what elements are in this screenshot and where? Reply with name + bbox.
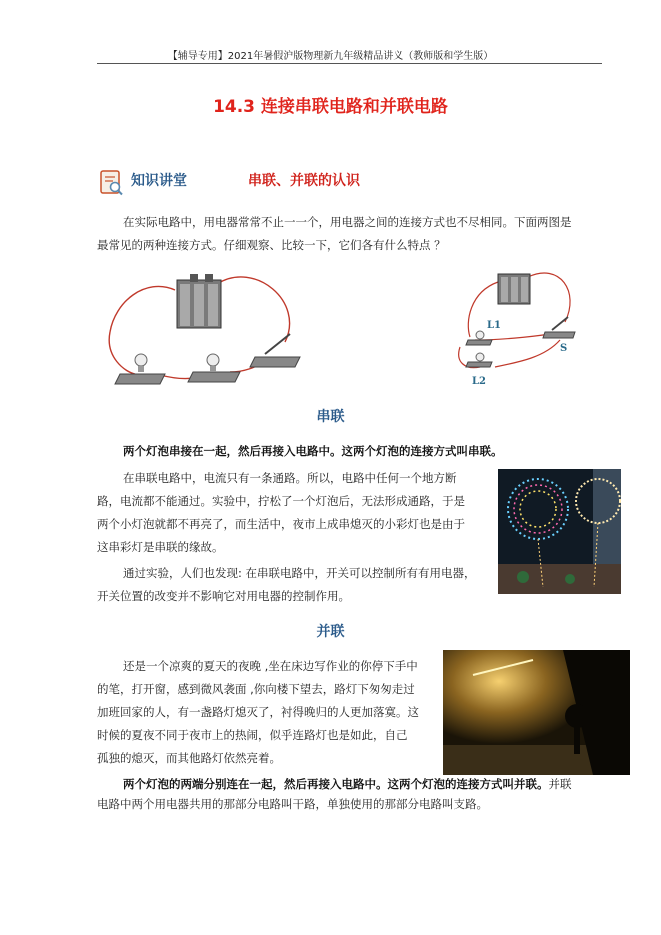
notebook-search-icon (100, 170, 124, 196)
label-l1: L1 (487, 320, 501, 331)
page-title: 14.3 连接串联电路和并联电路 (213, 97, 448, 117)
series-heading: 串联 (316, 409, 345, 425)
parallel-p1-line-1: 还是一个凉爽的夏天的夜晚 ,坐在床边写作业的你停下手中 (123, 659, 418, 673)
parallel-definition-bold: 两个灯泡的两端分别连在一起，然后再接入电路中。这两个灯泡的连接方式叫并联。 (123, 777, 549, 791)
label-l2: L2 (472, 376, 486, 387)
parallel-p1-line-2: 的笔，打开窗，感到微风袭面 ,你向楼下望去，路灯下匆匆走过 (97, 682, 415, 696)
string-lights-photo (498, 469, 621, 594)
series-p2-line-1: 通过实验，人们也发现: 在串联电路中，开关可以控制所有有用电器， (123, 566, 476, 580)
series-p1-line-1: 在串联电路中，电流只有一条通路。所以，电路中任何一个地方断 (123, 471, 457, 485)
parallel-definition-tail: 并联 (548, 777, 572, 791)
series-p1-line-3: 两个小灯泡就都不再亮了，而生活中，夜市上成串熄灭的小彩灯也是由于 (97, 517, 465, 531)
parallel-heading: 并联 (316, 624, 345, 640)
parallel-p1-line-5: 孤独的熄灭，而其他路灯依然亮着。 (97, 751, 281, 765)
parallel-circuit-figure (450, 262, 585, 392)
street-lamp-photo (443, 650, 630, 775)
parallel-definition (123, 776, 572, 792)
page-header: 【辅导专用】2021年暑假沪版物理新九年级精品讲义（教师版和学生版） (167, 51, 494, 62)
series-p1-line-4: 这串彩灯是串联的缘故。 (97, 540, 224, 554)
section-subtitle: 串联、并联的认识 (248, 173, 360, 189)
intro-line-2: 最常见的两种连接方式。仔细观察、比较一下，它们各有什么特点 ？ (97, 238, 446, 252)
label-s: S (560, 343, 568, 354)
section-label: 知识讲堂 (131, 173, 187, 189)
series-p1-line-2: 路，电流都不能通过。实验中，拧松了一个灯泡后，无法形成通路，于是 (97, 494, 465, 508)
header-divider (97, 63, 602, 64)
series-circuit-figure (105, 262, 305, 387)
parallel-p1-line-4: 时候的夏夜不同于夜市上的热闹，似乎连路灯也是如此，自己 (97, 728, 408, 742)
series-definition: 两个灯泡串接在一起，然后再接入电路中。这两个灯泡的连接方式叫串联。 (123, 444, 503, 458)
parallel-definition-line-2: 电路中两个用电器共用的那部分电路叫干路，单独使用的那部分电路叫支路。 (97, 797, 488, 811)
parallel-p1-line-3: 加班回家的人，有一盏路灯熄灭了，衬得晚归的人更加落寞。这 (97, 705, 419, 719)
intro-line-1: 在实际电路中，用电器常常不止一一个，用电器之间的连接方式也不尽相同。下面两图是 (123, 215, 572, 229)
series-p2-line-2: 开关位置的改变并不影响它对用电器的控制作用。 (97, 589, 350, 603)
